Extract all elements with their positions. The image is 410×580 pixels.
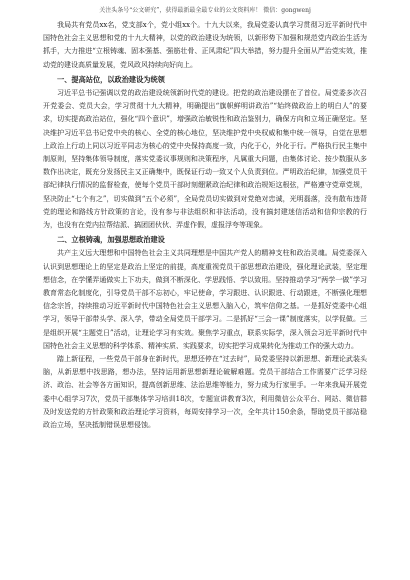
section-2-paragraph-1: 共产主义远大理想和中国特色社会主义共同理想是中国共产党人的精神支柱和政治灵魂。局党委深入认识到思想理论上的坚定是政治上坚定的前提，高度重视党员干部思想政治建设，强化理论武装，坚定理想信念，在学懂弄通做实上下功夫，做到不断深化、学思践悟、学以致用。坚持推动学习“两学一做”学习教育常态化制度化，引导党员干部不忘初心，牢记使命，学习跟进、认识跟进、行动跟进，不断强化理想信念宗旨，持续推动习近平新时代中国特色社会主义思想入脑入心，筑牢信仰之基。一是抓好党委中心组学习，领导干部带头学、深入学，带动全局党员干部学习。二是抓好“三会一课”制度落实，以学促做。三是组织开展“主题党日”活动，让理论学习有实效。聚焦学习重点，联系实际学，深入领会习近平新时代中国特色社会主义思想的科学体系、精神实质、实践要求，切实把学习成果转化为推动工作的强大动力。 bbox=[43, 249, 367, 350]
intro-paragraph: 我局共有党员xx名，党支部x个，党小组xx个。十九大以来，我局党委认真学习贯彻习近平新时代中国特色社会主义思想和党的十九大精神，以党的政治建设为统领，以新形势下加强和规范党内政治生活为抓手，大力推进“立根铸魂、固本强基、强筋壮骨、正风肃纪”四大举措，努力提升全面从严治党实效，推动党的建设高质量发展，党风政风持续向好向上。 bbox=[43, 21, 367, 69]
section-heading-1: 一、提高站位，以政治建设为统领 bbox=[57, 74, 165, 84]
header-banner: 关注头条号“公文研究”，获得最新最全最专业的公文资料库！ 微信：gongwenj bbox=[99, 7, 311, 14]
section-1-paragraph: 习近平总书记强调以党的政治建设统领新时代党的建设。把党的政治建设摆在了首位。局党委多次召开党委会、党员大会，学习贯彻十九大精神，明确提出“旗帜鲜明讲政治”“始终做政治上的明白人”的要求，切实提高政治站位，强化“四个意识”，增强政治敏锐性和政治鉴别力，确保方向和立场正确坚定。坚决维护习近平总书记党中央的核心、全党的核心地位，坚决维护党中央权威和集中统一领导，自觉在思想上政治上行动上同以习近平同志为核心的党中央保持高度一致，内化于心，外化于行。严格执行民主集中制原则，坚持集体领导制度，落实党委议事规则和决策程序，凡属重大问题，由集体讨论、按少数服从多数作出决定，既充分发扬民主又正确集中，既保证行动一致又个人负责到位。严明政治纪律，加强党员干部纪律执行情况的监督检查，使每个党员干部时刻绷紧政治纪律和政治规矩这根弦，严格遵守党章党规，坚决防止“七个有之”，切实做到“五个必须”，全局党员切实做到对党绝对忠诚，光明磊落，没有散布违背党的理论和路线方针政策的言论，没有参与非法组织和非法活动，没有搞封建迷信活动和信仰宗教的行为，也没有在党内拉帮结派、搞团团伙伙、弄虚作假，虚报浮夸等现象。 bbox=[43, 89, 367, 230]
section-heading-2: 二、立根铸魂，加强思想政治建设 bbox=[57, 235, 165, 245]
section-2-paragraph-2: 踏上新征程，一些党员干部身在新时代，思想还停在“过去时”，局党委坚持以新思想、新理论武装头脑，从新思想中找思路，想办法，坚持运用新思想新理论破解难题。党员干部结合工作需要广泛学习经济、政治、社会等各方面知识，提高创新思维、法治思维等能力，努力成为行家里手。一年来我局开展党委中心组学习7次，党员干部集体学习培训18次，专题宣讲教育3次，利用微信公众平台、网站、微信群及时发送党的方针政策和政治理论学习资料，每周安排学习一次，全年共计150余条，帮助党员干部站稳政治立场，坚决抵制错误思想侵蚀。 bbox=[43, 355, 367, 430]
